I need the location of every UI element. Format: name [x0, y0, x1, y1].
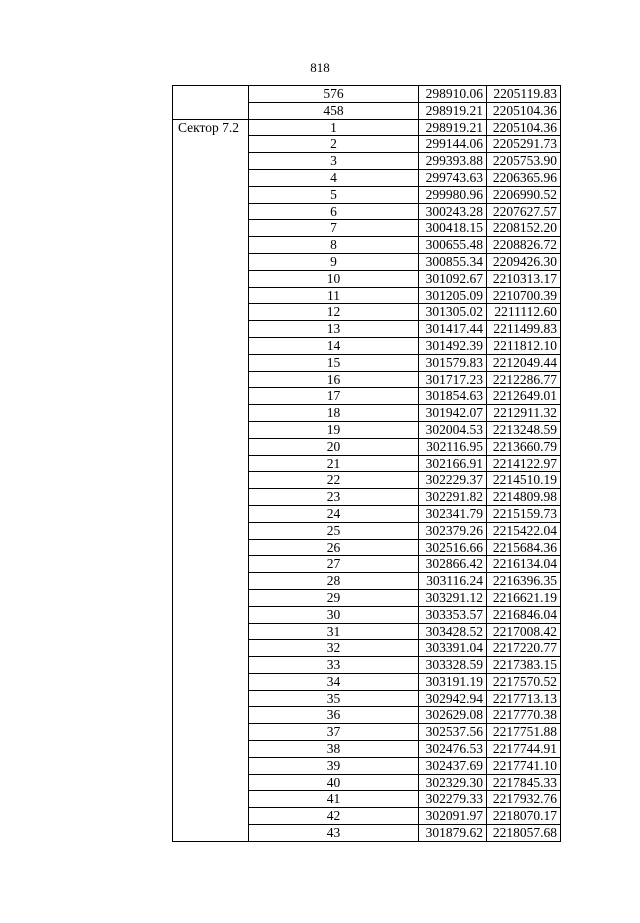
y-coordinate-cell: 2207627.57 [487, 203, 561, 220]
sector-cell [173, 86, 249, 120]
y-coordinate-cell: 2206365.96 [487, 169, 561, 186]
table-row [173, 119, 561, 136]
point-number-cell: 20 [249, 438, 419, 455]
x-coordinate-cell: 303328.59 [419, 657, 487, 674]
point-number-cell: 43 [249, 825, 419, 842]
y-coordinate-cell: 2215159.73 [487, 505, 561, 522]
point-number-cell: 3 [249, 153, 419, 170]
y-coordinate-cell: 2217741.10 [487, 757, 561, 774]
y-coordinate-cell: 2216396.35 [487, 573, 561, 590]
x-coordinate-cell: 302379.26 [419, 522, 487, 539]
y-coordinate-cell: 2217383.15 [487, 657, 561, 674]
point-number-cell: 36 [249, 707, 419, 724]
y-coordinate-cell: 2206990.52 [487, 186, 561, 203]
point-number-cell: 11 [249, 287, 419, 304]
y-coordinate-cell: 2217744.91 [487, 741, 561, 758]
x-coordinate-cell: 302329.30 [419, 774, 487, 791]
y-coordinate-cell: 2214510.19 [487, 472, 561, 489]
y-coordinate-cell: 2212286.77 [487, 371, 561, 388]
x-coordinate-cell: 302942.94 [419, 690, 487, 707]
y-coordinate-cell: 2213248.59 [487, 421, 561, 438]
point-number-cell: 33 [249, 657, 419, 674]
x-coordinate-cell: 299393.88 [419, 153, 487, 170]
y-coordinate-cell: 2216621.19 [487, 589, 561, 606]
x-coordinate-cell: 298910.06 [419, 86, 487, 103]
point-number-cell: 39 [249, 757, 419, 774]
point-number-cell: 22 [249, 472, 419, 489]
point-number-cell: 35 [249, 690, 419, 707]
y-coordinate-cell: 2210700.39 [487, 287, 561, 304]
y-coordinate-cell: 2216134.04 [487, 556, 561, 573]
point-number-cell: 34 [249, 673, 419, 690]
x-coordinate-cell: 301854.63 [419, 388, 487, 405]
point-number-cell: 16 [249, 371, 419, 388]
point-number-cell: 38 [249, 741, 419, 758]
x-coordinate-cell: 301417.44 [419, 321, 487, 338]
y-coordinate-cell: 2208826.72 [487, 237, 561, 254]
point-number-cell: 458 [249, 102, 419, 119]
x-coordinate-cell: 302476.53 [419, 741, 487, 758]
y-coordinate-cell: 2205753.90 [487, 153, 561, 170]
point-number-cell: 24 [249, 505, 419, 522]
y-coordinate-cell: 2215422.04 [487, 522, 561, 539]
y-coordinate-cell: 2217932.76 [487, 791, 561, 808]
x-coordinate-cell: 300418.15 [419, 220, 487, 237]
point-number-cell: 17 [249, 388, 419, 405]
point-number-cell: 31 [249, 623, 419, 640]
y-coordinate-cell: 2217845.33 [487, 774, 561, 791]
y-coordinate-cell: 2217770.38 [487, 707, 561, 724]
point-number-cell: 10 [249, 270, 419, 287]
x-coordinate-cell: 302004.53 [419, 421, 487, 438]
y-coordinate-cell: 2218057.68 [487, 825, 561, 842]
x-coordinate-cell: 302091.97 [419, 808, 487, 825]
x-coordinate-cell: 302437.69 [419, 757, 487, 774]
x-coordinate-cell: 301942.07 [419, 405, 487, 422]
x-coordinate-cell: 303353.57 [419, 606, 487, 623]
point-number-cell: 21 [249, 455, 419, 472]
point-number-cell: 2 [249, 136, 419, 153]
coordinates-table-body [173, 86, 561, 842]
page-number: 818 [310, 60, 330, 75]
x-coordinate-cell: 303428.52 [419, 623, 487, 640]
coordinates-table [172, 85, 561, 842]
x-coordinate-cell: 302291.82 [419, 489, 487, 506]
y-coordinate-cell: 2205119.83 [487, 86, 561, 103]
x-coordinate-cell: 302279.33 [419, 791, 487, 808]
x-coordinate-cell: 303191.19 [419, 673, 487, 690]
point-number-cell: 1 [249, 119, 419, 136]
x-coordinate-cell: 301492.39 [419, 337, 487, 354]
point-number-cell: 6 [249, 203, 419, 220]
x-coordinate-cell: 301305.02 [419, 304, 487, 321]
point-number-cell: 8 [249, 237, 419, 254]
y-coordinate-cell: 2217008.42 [487, 623, 561, 640]
y-coordinate-cell: 2212049.44 [487, 354, 561, 371]
x-coordinate-cell: 299144.06 [419, 136, 487, 153]
x-coordinate-cell: 299743.63 [419, 169, 487, 186]
x-coordinate-cell: 301717.23 [419, 371, 487, 388]
x-coordinate-cell: 300655.48 [419, 237, 487, 254]
point-number-cell: 9 [249, 253, 419, 270]
x-coordinate-cell: 301092.67 [419, 270, 487, 287]
point-number-cell: 28 [249, 573, 419, 590]
point-number-cell: 23 [249, 489, 419, 506]
x-coordinate-cell: 302166.91 [419, 455, 487, 472]
x-coordinate-cell: 301205.09 [419, 287, 487, 304]
y-coordinate-cell: 2211499.83 [487, 321, 561, 338]
point-number-cell: 40 [249, 774, 419, 791]
x-coordinate-cell: 300855.34 [419, 253, 487, 270]
point-number-cell: 18 [249, 405, 419, 422]
point-number-cell: 25 [249, 522, 419, 539]
point-number-cell: 26 [249, 539, 419, 556]
point-number-cell: 13 [249, 321, 419, 338]
y-coordinate-cell: 2213660.79 [487, 438, 561, 455]
x-coordinate-cell: 298919.21 [419, 119, 487, 136]
y-coordinate-cell: 2217713.13 [487, 690, 561, 707]
point-number-cell: 29 [249, 589, 419, 606]
sector-cell: Сектор 7.2 [173, 119, 249, 841]
x-coordinate-cell: 301879.62 [419, 825, 487, 842]
x-coordinate-cell: 300243.28 [419, 203, 487, 220]
y-coordinate-cell: 2214122.97 [487, 455, 561, 472]
y-coordinate-cell: 2217570.52 [487, 673, 561, 690]
x-coordinate-cell: 303116.24 [419, 573, 487, 590]
x-coordinate-cell: 302537.56 [419, 724, 487, 741]
point-number-cell: 42 [249, 808, 419, 825]
point-number-cell: 7 [249, 220, 419, 237]
y-coordinate-cell: 2208152.20 [487, 220, 561, 237]
y-coordinate-cell: 2214809.98 [487, 489, 561, 506]
y-coordinate-cell: 2216846.04 [487, 606, 561, 623]
point-number-cell: 41 [249, 791, 419, 808]
point-number-cell: 12 [249, 304, 419, 321]
x-coordinate-cell: 302341.79 [419, 505, 487, 522]
y-coordinate-cell: 2205104.36 [487, 102, 561, 119]
x-coordinate-cell: 299980.96 [419, 186, 487, 203]
y-coordinate-cell: 2205291.73 [487, 136, 561, 153]
y-coordinate-cell: 2212911.32 [487, 405, 561, 422]
point-number-cell: 576 [249, 86, 419, 103]
point-number-cell: 5 [249, 186, 419, 203]
y-coordinate-cell: 2217220.77 [487, 640, 561, 657]
point-number-cell: 27 [249, 556, 419, 573]
y-coordinate-cell: 2210313.17 [487, 270, 561, 287]
x-coordinate-cell: 303291.12 [419, 589, 487, 606]
point-number-cell: 14 [249, 337, 419, 354]
table-row [173, 86, 561, 103]
point-number-cell: 4 [249, 169, 419, 186]
point-number-cell: 19 [249, 421, 419, 438]
y-coordinate-cell: 2209426.30 [487, 253, 561, 270]
point-number-cell: 37 [249, 724, 419, 741]
x-coordinate-cell: 302516.66 [419, 539, 487, 556]
y-coordinate-cell: 2211112.60 [487, 304, 561, 321]
y-coordinate-cell: 2215684.36 [487, 539, 561, 556]
point-number-cell: 30 [249, 606, 419, 623]
x-coordinate-cell: 303391.04 [419, 640, 487, 657]
y-coordinate-cell: 2205104.36 [487, 119, 561, 136]
y-coordinate-cell: 2211812.10 [487, 337, 561, 354]
point-number-cell: 32 [249, 640, 419, 657]
y-coordinate-cell: 2218070.17 [487, 808, 561, 825]
point-number-cell: 15 [249, 354, 419, 371]
x-coordinate-cell: 302116.95 [419, 438, 487, 455]
x-coordinate-cell: 302866.42 [419, 556, 487, 573]
x-coordinate-cell: 302629.08 [419, 707, 487, 724]
x-coordinate-cell: 301579.83 [419, 354, 487, 371]
x-coordinate-cell: 298919.21 [419, 102, 487, 119]
y-coordinate-cell: 2217751.88 [487, 724, 561, 741]
y-coordinate-cell: 2212649.01 [487, 388, 561, 405]
x-coordinate-cell: 302229.37 [419, 472, 487, 489]
